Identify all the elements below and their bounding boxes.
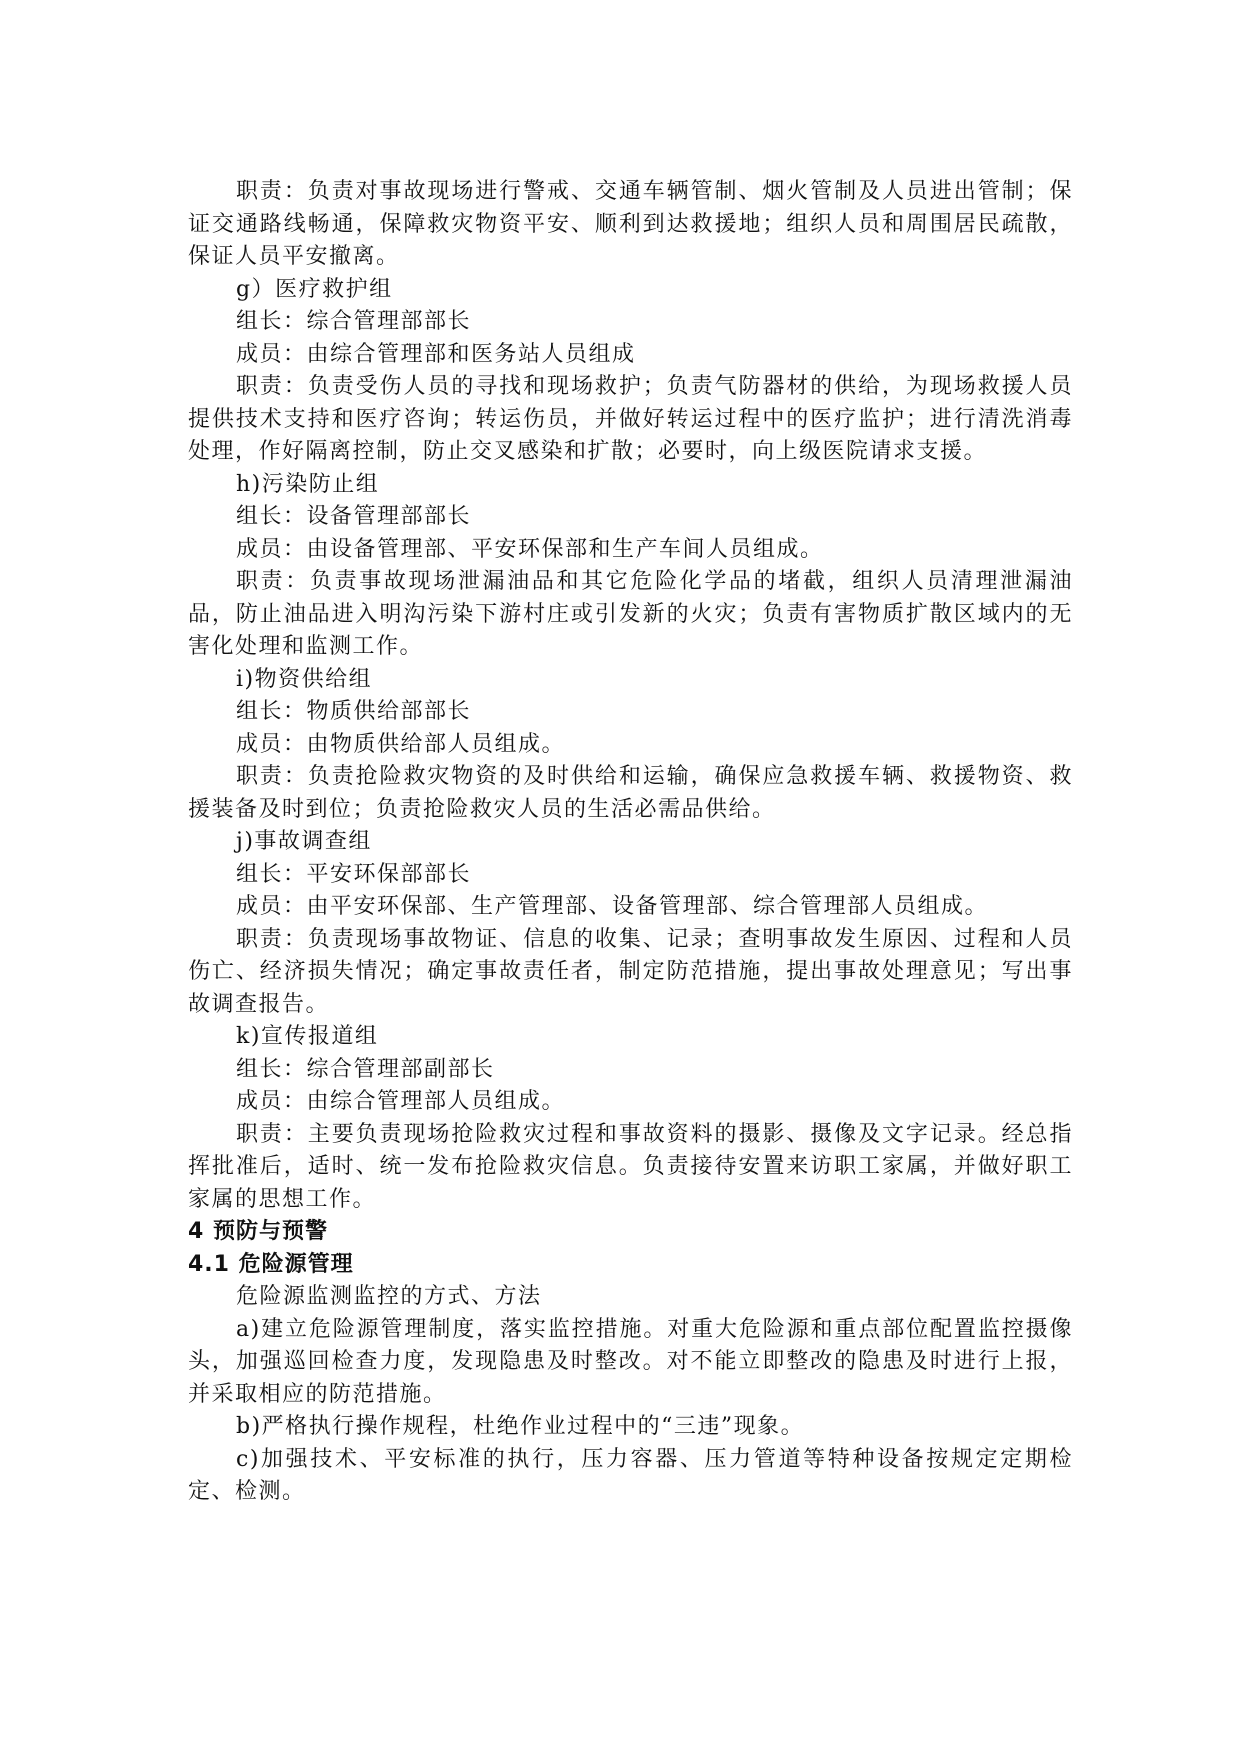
subsection-heading-hazard: 4.1 危险源管理 [188, 1251, 354, 1277]
paragraph-duty-pollution: 职责：负责事故现场泄漏油品和其它危险化学品的堵截，组织人员清理泄漏油品，防止油品进入明沟污染下游村庄或引发新的火灾；负责有害物质扩散区域内的无害化处理和监测工作。 [188, 569, 1073, 659]
item-investigation-group: j)事故调查组 [236, 829, 372, 854]
paragraph-duty-medical: 职责：负责受伤人员的寻找和现场救护；负责气防器材的供给，为现场救援人员提供技术支持和医疗咨询；转运伤员，并做好转运过程中的医疗监护；进行清洗消毒处理，作好隔离控制，防止交叉感染和扩散；必要时，向上级医院请求支援。 [188, 374, 1073, 464]
paragraph-hazard-a: a)建立危险源管理制度，落实监控措施。对重大危险源和重点部位配置监控摄像头，加强巡回检查力度，发现隐患及时整改。对不能立即整改的隐患及时进行上报，并采取相应的防范措施。 [188, 1316, 1073, 1407]
item-pollution-group: h)污染防止组 [236, 471, 380, 497]
item-pollution-members: 成员：由设备管理部、平安环保部和生产车间人员组成。 [236, 536, 824, 562]
item-supply-members: 成员：由物质供给部人员组成。 [236, 731, 566, 757]
paragraph-duty-supply: 职责：负责抢险救灾物资的及时供给和运输，确保应急救援车辆、救援物资、救援装备及时到位；负责抢险救灾人员的生活必需品供给。 [188, 764, 1073, 822]
item-publicity-group: k)宣传报道组 [236, 1024, 379, 1049]
paragraph-duty-investigation: 职责：负责现场事故物证、信息的收集、记录；查明事故发生原因、过程和人员伤亡、经济损失情况；确定事故责任者，制定防范措施，提出事故处理意见；写出事故调查报告。 [188, 926, 1073, 1017]
item-pollution-leader: 组长：设备管理部部长 [236, 504, 472, 529]
paragraph-duty-publicity: 职责：主要负责现场抢险救灾过程和事故资料的摄影、摄像及文字记录。经总指挥批准后，适时、统一发布抢险救灾信息。负责接待安置来访职工家属，并做好职工家属的思想工作。 [188, 1121, 1073, 1212]
paragraph-hazard-c: c)加强技术、平安标准的执行，压力容器、压力管道等特种设备按规定定期检定、检测。 [188, 1446, 1073, 1504]
item-hazard-b: b)严格执行操作规程，杜绝作业过程中的“三违”现象。 [236, 1414, 805, 1439]
document-body [188, 176, 1073, 1509]
item-publicity-members: 成员：由综合管理部人员组成。 [236, 1089, 566, 1114]
paragraph-duty-traffic: 职责：负责对事故现场进行警戒、交通车辆管制、烟火管制及人员进出管制；保证交通路线畅通，保障救灾物资平安、顺利到达救援地；组织人员和周围居民疏散，保证人员平安撤离。 [188, 179, 1073, 269]
item-medical-members: 成员：由综合管理部和医务站人员组成 [236, 341, 636, 367]
section-heading-prevention: 4 预防与预警 [188, 1219, 328, 1244]
item-medical-group: g）医疗救护组 [236, 276, 393, 302]
item-investigation-members: 成员：由平安环保部、生产管理部、设备管理部、综合管理部人员组成。 [236, 894, 989, 919]
item-investigation-leader: 组长：平安环保部部长 [236, 861, 472, 887]
item-hazard-methods: 危险源监测监控的方式、方法 [236, 1284, 542, 1309]
item-medical-leader: 组长：综合管理部部长 [236, 309, 472, 334]
item-publicity-leader: 组长：综合管理部副部长 [236, 1056, 495, 1082]
item-supply-leader: 组长：物质供给部部长 [236, 699, 472, 724]
item-supply-group: i)物资供给组 [236, 666, 373, 692]
